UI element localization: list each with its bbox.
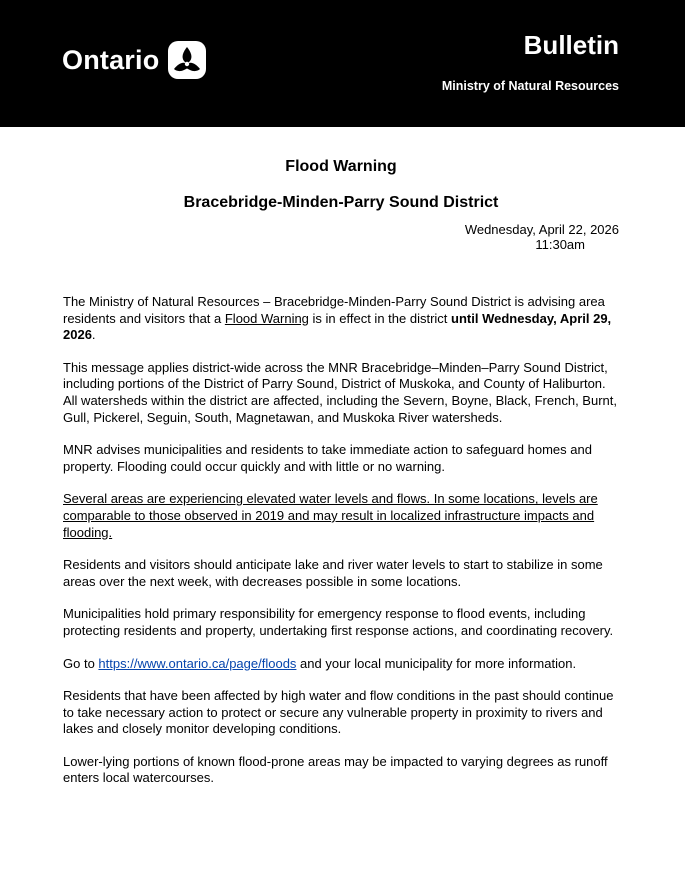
issue-date: Wednesday, April 22, 2026	[464, 222, 619, 237]
paragraph-precautions: Residents that have been affected by high water and flow conditions in the past should continue to take necessary action to protect or secure any vulnerable property in proximity to rivers and lakes and closely monitor developing conditions.	[63, 688, 614, 737]
flood-warning-link[interactable]: Flood Warning	[224, 310, 309, 326]
trillium-icon	[167, 40, 207, 80]
paragraph-outlook: Residents and visitors should anticipate lake and river water levels to start to stabilize in some areas over the next week, with decreases possible in some locations.	[63, 557, 603, 589]
paragraph-intro: The Ministry of Natural Resources – Bracebridge-Minden-Parry Sound District is advising area residents and visitors that a Flood Warning is in effect in the district until Wednesday, April 29, 2026.	[63, 294, 612, 343]
warning-end-date: until Wednesday, April 29, 2026	[63, 310, 612, 343]
paragraph-more-info: Go to https://www.ontario.ca/page/floods and your local municipality for more information.	[63, 655, 577, 671]
issue-time: 11:30am	[535, 237, 585, 252]
paragraph-responsibility: Municipalities hold primary responsibility for emergency response to flood events, including protecting residents and property, undertaking first response actions, and coordinating recovery.	[63, 606, 614, 638]
ministry-name: Ministry of Natural Resources	[441, 79, 619, 93]
logo-wordmark: Ontario	[62, 44, 160, 75]
ontario-logo	[62, 40, 207, 80]
floods-page-link[interactable]: https://www.ontario.ca/page/floods	[98, 655, 297, 671]
district-heading: Bracebridge-Minden-Parry Sound District	[183, 194, 499, 211]
paragraph-scope: This message applies district-wide across the MNR Bracebridge–Minden–Parry Sound District, including portions of the District of Parry Sound, District of Muskoka, and County of Haliburton. All watersheds within the district are affected, including the Severn, Boyne, Black, French, Burnt, Gull, Pickerel, Seguin, South, Magnetawan, and Muskoka River watersheds.	[63, 359, 617, 425]
issue-datetime	[63, 222, 619, 252]
bulletin-title: Bulletin	[523, 30, 619, 60]
paragraph-low-lying: Lower-lying portions of known flood-prone areas may be impacted to varying degrees as runoff enters local watercourses.	[63, 753, 608, 786]
paragraph-advice: MNR advises municipalities and residents to take immediate action to safeguard homes and property. Flooding could occur quickly and with little or no warning.	[63, 442, 592, 474]
bulletin-body	[63, 158, 619, 803]
paragraph-conditions: Several areas are experiencing elevated water levels and flows. In some locations, levels are comparable to those observed in 2019 and may result in localized infrastructure impacts and flooding.	[63, 491, 598, 540]
warning-heading: Flood Warning	[285, 158, 397, 175]
bulletin-header	[0, 0, 685, 127]
